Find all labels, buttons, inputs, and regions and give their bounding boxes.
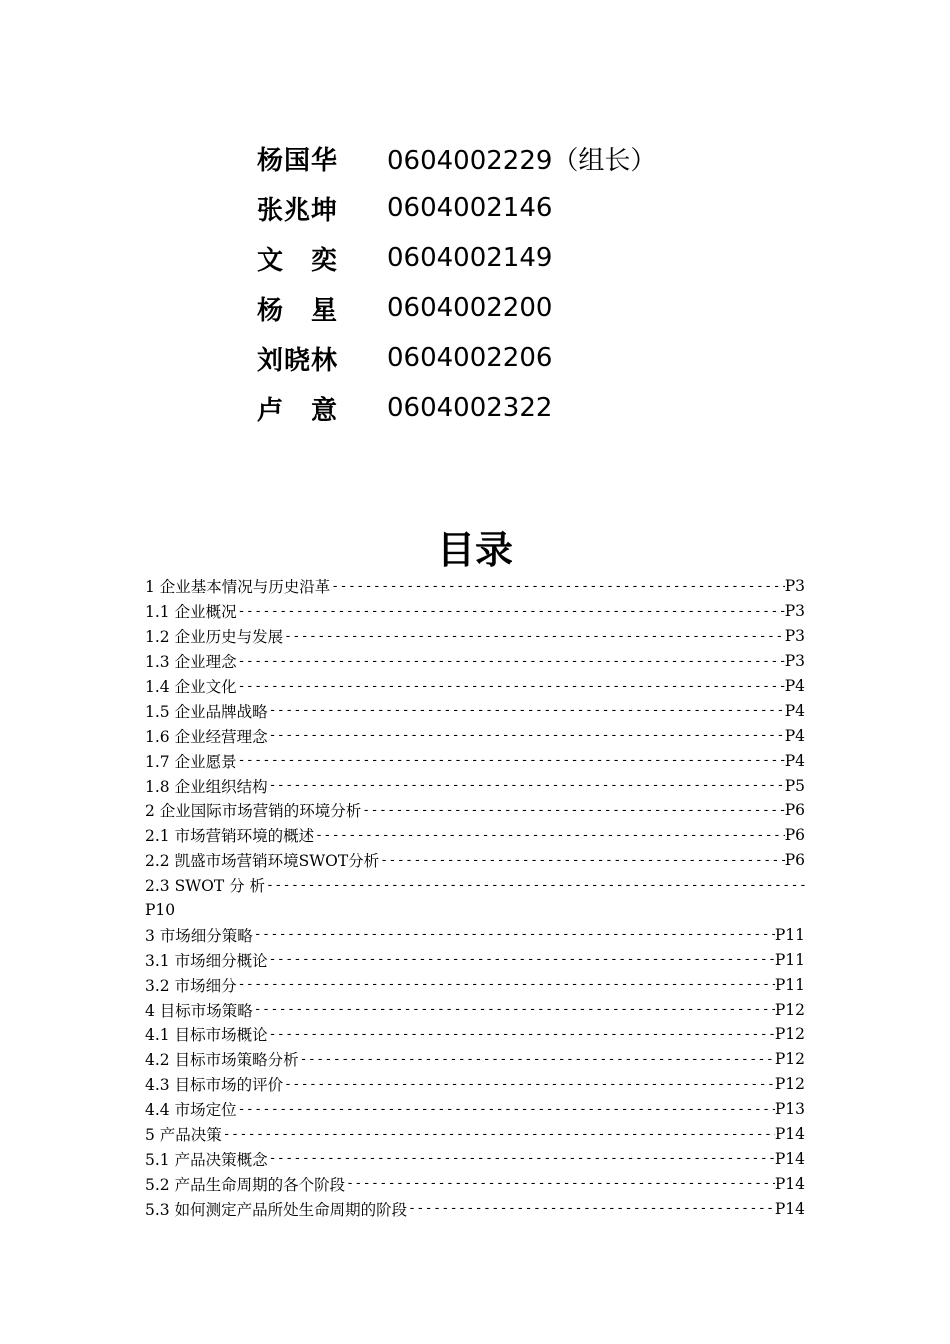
toc-entry[interactable] [145, 624, 805, 649]
toc-entry-page: P4 [784, 677, 805, 695]
toc-entry-label: 2 企业国际市场营销的环境分析 [145, 802, 362, 821]
toc-entry[interactable] [145, 649, 805, 674]
toc-entry[interactable] [145, 674, 805, 699]
toc-entry-label: 2.3 SWOT 分 析 [145, 877, 266, 896]
toc-entry-page: P5 [784, 776, 805, 795]
toc-entry-label: 3.2 市场细分 [145, 976, 237, 995]
toc-leader [222, 1127, 775, 1142]
toc-entry[interactable] [145, 1146, 805, 1171]
toc-entry-label: 1.1 企业概况 [145, 603, 237, 622]
toc-entry-label: 1.3 企业理念 [145, 653, 237, 672]
toc-entry-label: 1.5 企业品牌战略 [145, 702, 268, 721]
member-row [257, 283, 656, 333]
toc-leader [237, 604, 785, 619]
table-of-contents [145, 574, 805, 1221]
member-row [257, 383, 656, 433]
member-name: 张兆坤 [257, 195, 339, 226]
toc-entry-label: 1 企业基本情况与历史沿革 [145, 578, 331, 597]
toc-entry-label: 1.2 企业历史与发展 [145, 628, 284, 647]
member-row [257, 133, 656, 183]
toc-entry-label: 2.1 市场营销环境的概述 [145, 827, 315, 846]
toc-entry-page: P12 [774, 1000, 805, 1019]
toc-entry[interactable] [145, 599, 805, 624]
toc-entry-page: P12 [774, 1050, 805, 1069]
toc-leader [237, 679, 785, 694]
member-id: 0604002149 [387, 243, 553, 273]
toc-leader [361, 803, 784, 818]
toc-entry[interactable] [145, 1122, 805, 1147]
toc-leader [379, 853, 785, 868]
member-name: 杨国华 [257, 145, 339, 176]
member-id: 0604002146 [387, 193, 553, 223]
toc-entry-label: 5.3 如何测定产品所处生命周期的阶段 [145, 1200, 408, 1219]
toc-entry-label: 4 目标市场策略 [145, 1001, 253, 1020]
toc-entry-wrapped[interactable] [145, 873, 805, 923]
toc-entry[interactable] [145, 947, 805, 972]
member-id: 0604002322 [387, 393, 553, 423]
toc-leader [253, 1002, 775, 1017]
toc-entry-page: P14 [774, 1174, 805, 1193]
member-id: 0604002200 [387, 293, 553, 323]
toc-entry[interactable] [145, 997, 805, 1022]
toc-title: 目录 [436, 528, 513, 572]
toc-entry[interactable] [145, 922, 805, 947]
toc-entry-page: P4 [784, 751, 805, 770]
toc-leader [268, 1151, 775, 1166]
toc-leader [237, 753, 785, 768]
toc-entry[interactable] [145, 823, 805, 848]
toc-entry-page: P14 [774, 1125, 805, 1144]
toc-entry-label: 4.2 目标市场策略分析 [145, 1051, 299, 1070]
toc-entry[interactable] [145, 574, 805, 599]
toc-entry-label: 1.7 企业愿景 [145, 752, 237, 771]
toc-entry[interactable] [145, 773, 805, 798]
toc-entry-label: 5.1 产品决策概念 [145, 1150, 268, 1169]
toc-leader [283, 1077, 775, 1092]
toc-entry-page: P10 [145, 901, 176, 920]
toc-leader [268, 778, 785, 793]
toc-leader [330, 579, 784, 594]
member-row [257, 233, 656, 283]
toc-entry[interactable] [145, 1097, 805, 1122]
toc-entry-page: P11 [774, 950, 805, 969]
toc-entry-label: 4.1 目标市场概论 [145, 1026, 268, 1045]
toc-entry-label: 1.6 企业经营理念 [145, 727, 268, 746]
toc-leader [283, 629, 785, 644]
toc-entry-label: 1.8 企业组织结构 [145, 777, 268, 796]
toc-entry-page: P11 [774, 925, 805, 944]
toc-entry[interactable] [145, 1171, 805, 1196]
toc-leader [268, 952, 775, 967]
toc-leader [268, 703, 785, 718]
toc-entry-label: 5 产品决策 [145, 1126, 222, 1145]
toc-entry-label: 4.3 目标市场的评价 [145, 1076, 284, 1095]
toc-entry[interactable] [145, 748, 805, 773]
toc-entry[interactable] [145, 848, 805, 873]
toc-leader [237, 1102, 775, 1117]
toc-entry[interactable] [145, 972, 805, 997]
toc-entry-line [145, 898, 805, 923]
toc-entry-page: P11 [774, 975, 805, 994]
toc-entry-label: 1.4 企业文化 [145, 678, 237, 696]
member-name: 刘晓林 [257, 345, 339, 376]
toc-leader [299, 1052, 775, 1067]
toc-entry-page: P4 [784, 726, 805, 745]
toc-entry-line [145, 873, 805, 898]
member-list [257, 133, 656, 433]
toc-leader [268, 728, 785, 743]
toc-entry[interactable] [145, 1072, 805, 1097]
toc-leader [407, 1201, 775, 1216]
toc-entry-label: 4.4 市场定位 [145, 1101, 237, 1120]
toc-entry[interactable] [145, 1196, 805, 1221]
toc-entry-page: P3 [784, 577, 805, 596]
toc-entry[interactable] [145, 1047, 805, 1072]
member-name: 卢 意 [257, 395, 339, 426]
toc-entry-page: P14 [774, 1149, 805, 1168]
toc-entry-label: 3.1 市场细分概论 [145, 951, 268, 970]
toc-leader [314, 828, 785, 843]
toc-entry[interactable] [145, 723, 805, 748]
toc-entry-label: 5.2 产品生命周期的各个阶段 [145, 1175, 346, 1194]
toc-entry[interactable] [145, 698, 805, 723]
toc-entry-page: P3 [784, 652, 805, 671]
toc-entry-page: P12 [774, 1025, 805, 1044]
member-name: 杨 星 [257, 295, 339, 326]
toc-entry-page: P6 [784, 826, 805, 845]
toc-entry-page: P12 [774, 1075, 805, 1094]
toc-leader [237, 654, 785, 669]
toc-entry-page: P4 [784, 701, 805, 720]
toc-leader [268, 1027, 775, 1042]
toc-entry-page: P3 [784, 627, 805, 646]
toc-leader [253, 927, 775, 942]
member-name: 文 奕 [257, 245, 339, 276]
toc-entry-page: P3 [784, 602, 805, 621]
toc-entry-label: 2.2 凯盛市场营销环境SWOT分析 [145, 852, 380, 871]
member-id: 0604002229（组长） [387, 145, 657, 176]
member-row [257, 183, 656, 233]
member-id: 0604002206 [387, 343, 553, 373]
toc-entry-page: P6 [784, 801, 805, 820]
toc-entry-page: P14 [774, 1199, 805, 1218]
member-row [257, 333, 656, 383]
toc-leader [237, 977, 775, 992]
toc-entry-label: 3 市场细分策略 [145, 926, 253, 945]
toc-entry[interactable] [145, 798, 805, 823]
toc-leader [265, 878, 805, 893]
toc-leader [345, 1176, 775, 1191]
toc-entry-page: P6 [784, 851, 805, 870]
toc-entry-page: P13 [774, 1100, 805, 1119]
toc-entry[interactable] [145, 1022, 805, 1047]
